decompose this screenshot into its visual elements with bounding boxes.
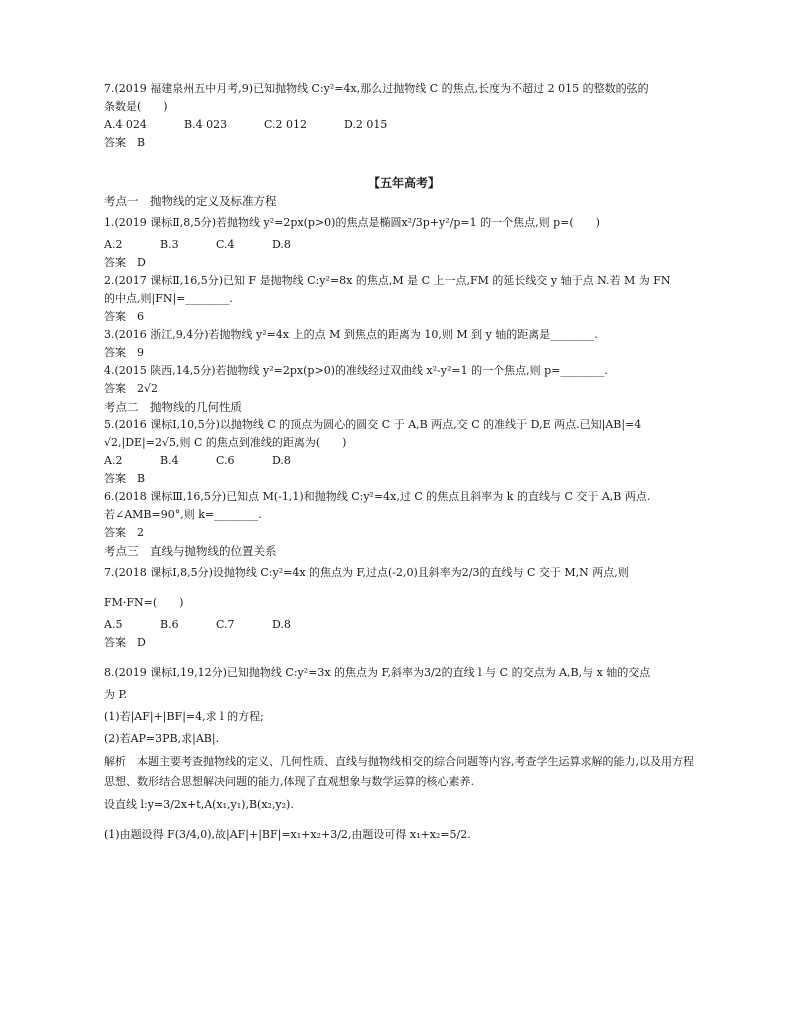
document-page (104, 80, 704, 844)
option-a: A.2 (104, 454, 123, 467)
q6-answer: 答案 2 (104, 526, 144, 539)
q4-answer: 答案 2√2 (104, 382, 159, 395)
section-title: 【五年高考】 (367, 176, 440, 190)
q8-stem-line1: 8.(2019 课标Ⅰ,19,12分)已知抛物线 C:y²=3x 的焦点为 F,斜率为3/2的直线 l 与 C 的交点为 A,B,与 x 轴的交点 (104, 666, 651, 679)
kp3-heading: 考点三 直线与抛物线的位置关系 (104, 544, 277, 558)
q1-options (104, 236, 704, 254)
q1-answer: 答案 D (104, 256, 146, 269)
kp2-heading: 考点二 抛物线的几何性质 (104, 400, 242, 414)
option-a: A.5 (104, 618, 123, 631)
q7-top-stem-line2: 条数是( ) (104, 100, 168, 113)
q5-options (104, 452, 704, 470)
kp1-heading: 考点一 抛物线的定义及标准方程 (104, 194, 277, 208)
q8-sub2: (2)若AP=3PB,求|AB|. (104, 732, 220, 745)
q8-sub1: (1)若|AF|+|BF|=4,求 l 的方程; (104, 710, 264, 723)
q5-answer: 答案 B (104, 472, 146, 485)
q1-stem: 1.(2019 课标Ⅱ,8,5分)若抛物线 y²=2px(p>0)的焦点是椭圆x²/3p+y²/p=1 的一个焦点,则 p=( ) (104, 216, 600, 229)
q3-stem: 3.(2016 浙江,9,4分)若抛物线 y²=4x 上的点 M 到焦点的距离为 10,则 M 到 y 轴的距离是________. (104, 328, 598, 341)
option-c: C.7 (216, 618, 235, 631)
option-c: C.2 012 (264, 118, 308, 131)
option-d: D.8 (272, 618, 291, 631)
option-c: C.4 (216, 238, 235, 251)
option-d: D.2 015 (344, 118, 388, 131)
q7-stem-line2: FM·FN=( ) (104, 596, 184, 609)
q7-stem-line1: 7.(2018 课标Ⅰ,8,5分)设抛物线 C:y²=4x 的焦点为 F,过点(-2,0)且斜率为2/3的直线与 C 交于 M,N 两点,则 (104, 566, 629, 579)
option-b: B.6 (160, 618, 179, 631)
q6-stem-line1: 6.(2018 课标Ⅲ,16,5分)已知点 M(-1,1)和抛物线 C:y²=4x,过 C 的焦点且斜率为 k 的直线与 C 交于 A,B 两点. (104, 490, 651, 503)
option-d: D.8 (272, 454, 291, 467)
q2-answer: 答案 6 (104, 310, 144, 323)
option-d: D.8 (272, 238, 291, 251)
q8-stem-line2: 为 P. (104, 688, 128, 701)
option-b: B.4 023 (184, 118, 228, 131)
q8-part1: (1)由题设得 F(3/4,0),故|AF|+|BF|=x₁+x₂+3/2,由题设可得 x₁+x₂=5/2. (104, 828, 471, 841)
option-b: B.3 (160, 238, 179, 251)
q8-setup: 设直线 l:y=3/2x+t,A(x₁,y₁),B(x₂,y₂). (104, 798, 294, 811)
q6-stem-line2: 若∠AMB=90°,则 k=________. (104, 508, 262, 521)
q4-stem: 4.(2015 陕西,14,5分)若抛物线 y²=2px(p>0)的准线经过双曲线 x²-y²=1 的一个焦点,则 p=________. (104, 364, 608, 377)
q2-stem-line1: 2.(2017 课标Ⅱ,16,5分)已知 F 是抛物线 C:y²=8x 的焦点,M 是 C 上一点,FM 的延长线交 y 轴于点 N.若 M 为 FN (104, 274, 671, 287)
q7-top-answer: 答案 B (104, 136, 146, 149)
q2-stem-line2: 的中点,则|FN|=________. (104, 292, 233, 305)
q7-options (104, 616, 704, 634)
q3-answer: 答案 9 (104, 346, 144, 359)
q7-answer: 答案 D (104, 636, 146, 649)
q7-top-stem-line1: 7.(2019 福建泉州五中月考,9)已知抛物线 C:y²=4x,那么过抛物线 C 的焦点,长度为不超过 2 015 的整数的弦的 (104, 82, 649, 95)
q5-stem-line2: √2,|DE|=2√5,则 C 的焦点到准线的距离为( ) (104, 436, 347, 449)
q8-analysis: 解析 本题主要考查抛物线的定义、几何性质、直线与抛物线相交的综合问题等内容,考查学生运算求解的能力,以及用方程思想、数形结合思想解决问题的能力,体现了直观想象与数学运算的核心素养. (104, 755, 694, 788)
q5-stem-line1: 5.(2016 课标Ⅰ,10,5分)以抛物线 C 的顶点为圆心的圆交 C 于 A,B 两点,交 C 的准线于 D,E 两点.已知|AB|=4 (104, 418, 642, 431)
q7-top-options (104, 116, 704, 134)
option-a: A.4 024 (104, 118, 147, 131)
option-a: A.2 (104, 238, 123, 251)
option-c: C.6 (216, 454, 235, 467)
option-b: B.4 (160, 454, 179, 467)
